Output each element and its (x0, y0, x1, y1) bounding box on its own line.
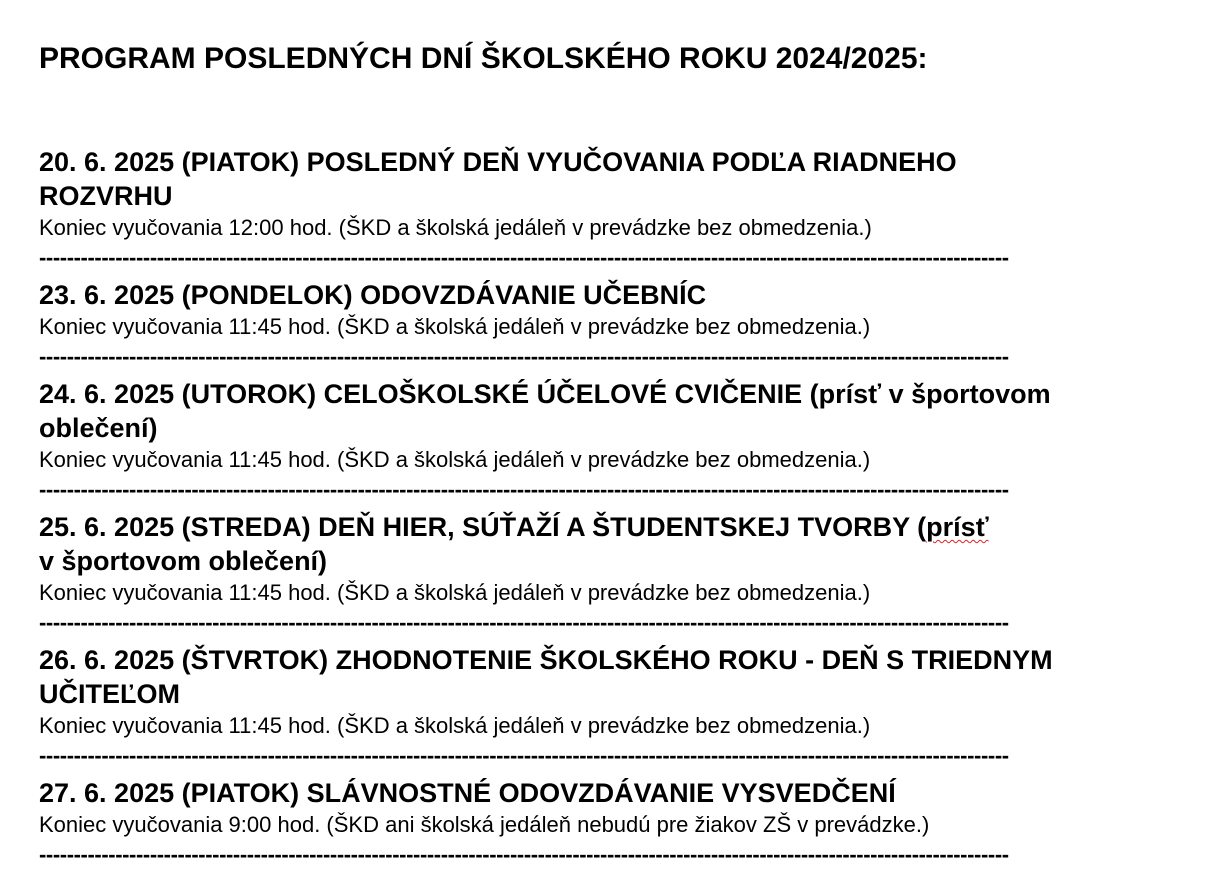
entry-heading-line: 26. 6. 2025 (ŠTVRTOK) ZHODNOTENIE ŠKOLSKÉHO ROKU - DEŇ S TRIEDNYM (39, 645, 1053, 675)
entry-heading-line: ROZVRHU (39, 181, 173, 211)
entry-heading (39, 145, 1187, 213)
schedule-entry (39, 278, 1187, 342)
entry-heading (39, 510, 1187, 578)
schedule-entry (39, 643, 1187, 741)
entry-note: Koniec vyučovania 11:45 hod. (ŠKD a školská jedáleň v prevádzke bez obmedzenia.) (39, 580, 871, 605)
entry-heading (39, 278, 1187, 312)
entry-note: Koniec vyučovania 11:45 hod. (ŠKD a školská jedáleň v prevádzke bez obmedzenia.) (39, 314, 871, 339)
dashed-separator: -------------------------------------------------------------------------------------------------------------------------------------------- (39, 610, 1009, 635)
entry-heading (39, 776, 1187, 810)
entry-heading-line: UČITEĽOM (39, 679, 180, 709)
entry-note: Koniec vyučovania 12:00 hod. (ŠKD a školská jedáleň v prevádzke bez obmedzenia.) (39, 215, 872, 240)
entry-heading-line: oblečení) (39, 413, 158, 443)
schedule-entry (39, 776, 1187, 840)
dashed-separator: -------------------------------------------------------------------------------------------------------------------------------------------- (39, 743, 1009, 768)
entry-heading-line: 23. 6. 2025 (PONDELOK) ODOVZDÁVANIE UČEBNÍC (39, 280, 707, 310)
entry-heading-line: 27. 6. 2025 (PIATOK) SLÁVNOSTNÉ ODOVZDÁVANIE VYSVEDČENÍ (39, 778, 896, 808)
dashed-separator: -------------------------------------------------------------------------------------------------------------------------------------------- (39, 842, 1009, 867)
entry-heading (39, 377, 1187, 445)
schedule-entry (39, 510, 1187, 608)
entry-heading-line: 20. 6. 2025 (PIATOK) POSLEDNÝ DEŇ VYUČOVANIA PODĽA RIADNEHO (39, 147, 957, 177)
entry-heading-line: 25. 6. 2025 (STREDA) DEŇ HIER, SÚŤAŽÍ A ŠTUDENTSKEJ TVORBY ( (39, 512, 927, 542)
document-title: PROGRAM POSLEDNÝCH DNÍ ŠKOLSKÉHO ROKU 2024/2025: (39, 42, 928, 75)
dashed-separator: -------------------------------------------------------------------------------------------------------------------------------------------- (39, 245, 1009, 270)
schedule-entry (39, 377, 1187, 475)
entry-note: Koniec vyučovania 11:45 hod. (ŠKD a školská jedáleň v prevádzke bez obmedzenia.) (39, 713, 871, 738)
entry-heading-line: v športovom oblečení) (39, 546, 328, 576)
schedule-entry (39, 145, 1187, 243)
entry-heading (39, 643, 1187, 711)
entry-heading-line: 24. 6. 2025 (UTOROK) CELOŠKOLSKÉ ÚČELOVÉ CVIČENIE (prísť v športovom (39, 379, 1051, 409)
dashed-separator: -------------------------------------------------------------------------------------------------------------------------------------------- (39, 344, 1009, 369)
entry-note: Koniec vyučovania 11:45 hod. (ŠKD a školská jedáleň v prevádzke bez obmedzenia.) (39, 447, 871, 472)
dashed-separator: -------------------------------------------------------------------------------------------------------------------------------------------- (39, 477, 1009, 502)
spellcheck-word[interactable]: prísť (926, 512, 989, 542)
entry-note: Koniec vyučovania 9:00 hod. (ŠKD ani školská jedáleň nebudú pre žiakov ZŠ v prevádzke.) (39, 812, 930, 837)
